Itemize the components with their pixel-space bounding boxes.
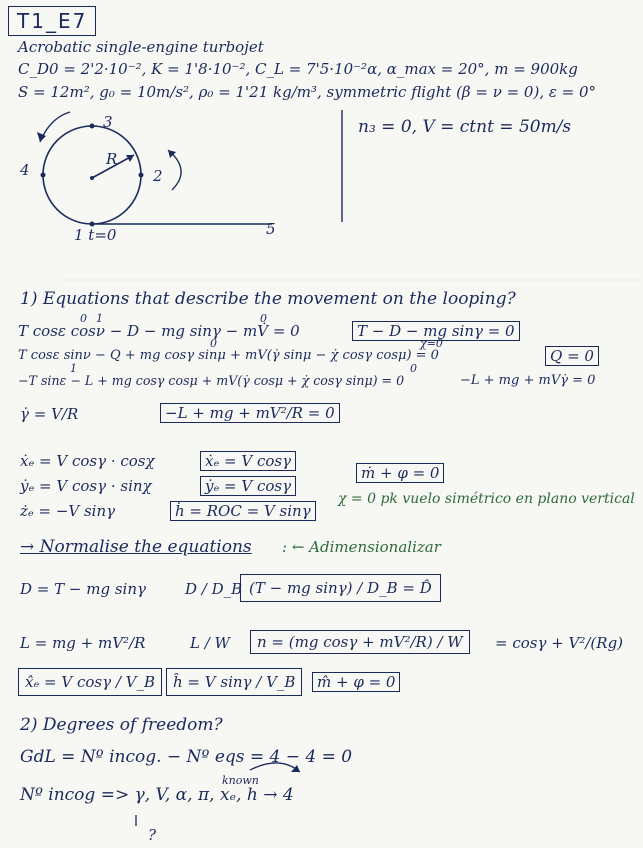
force-equation-lateral: T cosε sinν − Q + mg cosγ sinμ + mV(γ̇ sinμ − χ̇ cosγ cosμ) = 0 [18,348,439,363]
cancel-note: 1 [96,312,103,325]
lift-result: = cosγ + V²/(Rg) [495,634,624,652]
drag-normalised-lhs: D / D_B [185,580,243,598]
point-4-label: 4 [20,161,30,179]
kinematic-y: ẏₑ = V cosγ · sinχ [20,477,152,495]
cancel-note: 0 [210,337,217,350]
point-3-label: 3 [103,113,113,131]
boxed-result: n = (mg cosγ + mV²/R) / W [250,630,470,654]
radius-label: R [106,150,118,168]
kinematic-x: ẋₑ = V cosγ · cosχ [20,452,155,470]
boxed-result: ĥ = V sinγ / V_B [166,668,302,696]
boxed-result: Q = 0 [545,346,599,366]
degrees-of-freedom: GdL = Nº incog. − Nº eqs = 4 − 4 = 0 [20,747,353,767]
boxed-result: (T − mg sinγ) / D_B = D̂ [240,574,441,602]
lift-normalised-lhs: L / W [190,634,230,652]
force-equation-normal: −T sinε − L + mg cosγ cosμ + mV(γ̇ cosμ + χ̇ cosγ sinμ) = 0 [18,373,405,388]
question-mark: ? [148,826,157,844]
question-1: 1) Equations that describe the movement on the looping? [20,289,516,309]
normalise-heading: → Normalise the equations [20,537,252,557]
cancel-note: χ=0 [420,337,443,350]
normalise-note: : ← Adimensionalizar [282,538,441,556]
normal-result: −L + mg + mVγ̇ = 0 [460,373,596,388]
cancel-note: 0 [410,362,417,375]
aircraft-description: Acrobatic single-engine turbojet [18,38,264,56]
boxed-result: ḣ = ROC = V sinγ [170,501,316,521]
boxed-result: x̂ₑ = V cosγ / V_B [18,668,162,696]
boxed-result: ṁ + φ = 0 [356,463,444,483]
cancel-note: 0 [80,312,87,325]
drag-equation: D = T − mg sinγ [20,580,146,598]
chi-note: χ = 0 pk vuelo simétrico en plano vertical [338,491,635,507]
point-1-label: 1 t=0 [74,226,117,244]
flight-parameters: S = 12m², g₀ = 10m/s², ρ₀ = 1'21 kg/m³, symmetric flight (β = ν = 0), ε = 0° [18,83,597,101]
gamma-rate: γ̇ = V/R [20,405,79,423]
cancel-note: 0 [260,312,267,325]
boxed-result: m̂ + φ = 0 [312,672,400,692]
kinematic-z: żₑ = −V sinγ [20,502,116,520]
point-5-label: 5 [266,220,276,238]
point-2-label: 2 [153,167,163,185]
boxed-result: −L + mg + mV²/R = 0 [160,403,340,423]
force-equation-tangential: T cosε cosν − D − mg sinγ − mV̇ = 0 [18,322,300,340]
cancel-note: 1 [70,362,77,375]
boxed-result: ẋₑ = V cosγ [200,451,296,471]
flight-conditions: n₃ = 0, V = ctnt = 50m/s [358,117,572,137]
boxed-result: T − D − mg sinγ = 0 [352,321,520,341]
question-2: 2) Degrees of freedom? [20,715,223,735]
aero-parameters: C_D0 = 2'2·10⁻², K = 1'8·10⁻², C_L = 7'5·10⁻²α, α_max = 20°, m = 900kg [18,60,578,78]
known-note: known [222,774,259,787]
unknowns-list: Nº incog => γ, V, α, π, xₑ, h → 4 [20,785,294,805]
lift-equation: L = mg + mV²/R [20,634,146,652]
page-title: T1_E7 [8,6,96,36]
boxed-result: ẏₑ = V cosγ [200,476,296,496]
